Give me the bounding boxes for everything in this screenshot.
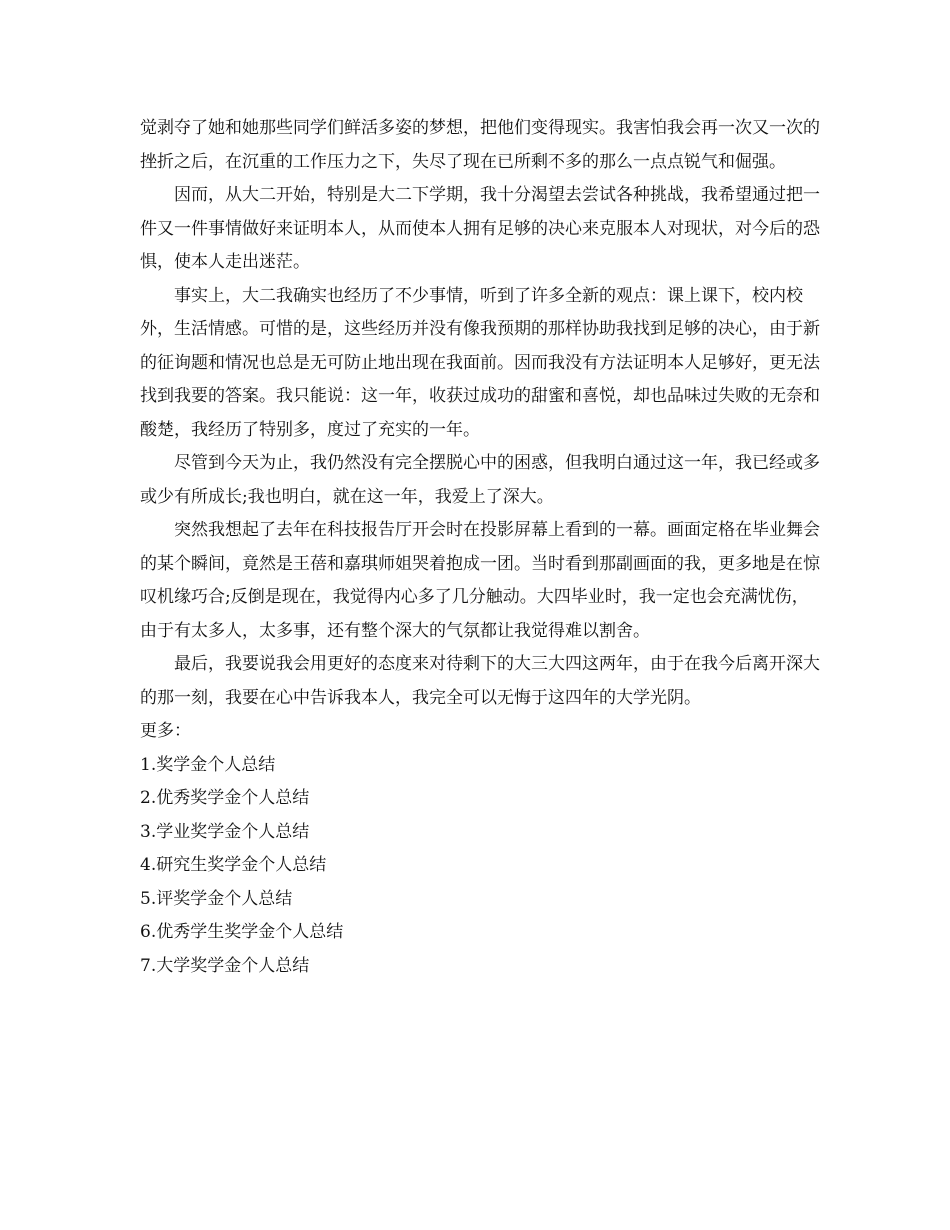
related-links-list	[140, 749, 820, 984]
document-page	[140, 112, 820, 983]
related-link-5[interactable]: 5.评奖学金个人总结	[140, 888, 293, 909]
related-link-3[interactable]: 3.学业奖学金个人总结	[140, 821, 310, 842]
paragraph-5: 突然我想起了去年在科技报告厅开会时在投影屏幕上看到的一幕。画面定格在毕业舞会的某个瞬间，竟然是王蓓和嘉琪师姐哭着抱成一团。当时看到那副画面的我，更多地是在惊叹机缘巧合;反倒是现在，我觉得内心多了几分触动。大四毕业时，我一定也会充满忧伤，由于有太多人，太多事，还有整个深大的气氛都让我觉得难以割舍。	[140, 520, 820, 641]
paragraph-2: 因而，从大二开始，特别是大二下学期，我十分渴望去尝试各种挑战，我希望通过把一件又一件事情做好来证明本人，从而使本人拥有足够的决心来克服本人对现状，对今后的恐惧，使本人走出迷茫。	[140, 185, 820, 272]
related-link-7[interactable]: 7.大学奖学金个人总结	[140, 955, 310, 976]
paragraph-3: 事实上，大二我确实也经历了不少事情，听到了许多全新的观点：课上课下，校内校外，生活情感。可惜的是，这些经历并没有像我预期的那样协助我找到足够的决心，由于新的征询题和情况也总是无可防止地出现在我面前。因而我没有方法证明本人足够好，更无法找到我要的答案。我只能说：这一年，收获过成功的甜蜜和喜悦，却也品味过失败的无奈和酸楚，我经历了特别多，度过了充实的一年。	[140, 285, 820, 440]
related-link-2[interactable]: 2.优秀奖学金个人总结	[140, 788, 310, 808]
paragraph-6: 最后，我要说我会用更好的态度来对待剩下的大三大四这两年，由于在我今后离开深大的那一刻，我要在心中告诉我本人，我完全可以无悔于这四年的大学光阴。	[140, 654, 820, 708]
more-label: 更多：	[140, 721, 191, 741]
related-link-4[interactable]: 4.研究生奖学金个人总结	[140, 855, 327, 875]
related-link-6[interactable]: 6.优秀学生奖学金个人总结	[140, 922, 344, 942]
paragraph-1: 觉剥夺了她和她那些同学们鲜活多姿的梦想，把他们变得现实。我害怕我会再一次又一次的挫折之后，在沉重的工作压力之下，失尽了现在已所剩不多的那么一点点锐气和倔强。	[140, 118, 820, 172]
paragraph-4: 尽管到今天为止，我仍然没有完全摆脱心中的困惑，但我明白通过这一年，我已经或多或少有所成长;我也明白，就在这一年，我爱上了深大。	[140, 453, 820, 507]
related-link-1[interactable]: 1.奖学金个人总结	[140, 754, 276, 775]
